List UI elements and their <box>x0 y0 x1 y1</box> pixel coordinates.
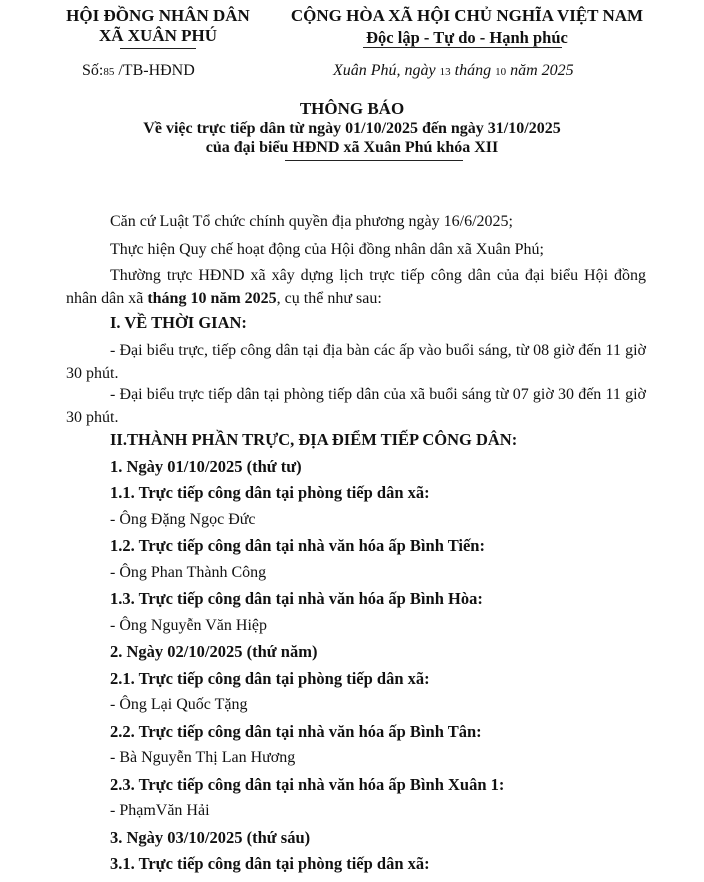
motto-underline <box>363 47 562 48</box>
title-underline <box>285 160 463 161</box>
org-underline <box>120 48 196 49</box>
nation-motto-line: Độc lập - Tự do - Hạnh phúc <box>366 28 568 47</box>
schedule-line: - Ông Đặng Ngọc Đức <box>110 511 256 528</box>
schedule-line: - Ông Phan Thành Công <box>110 564 267 581</box>
schedule-line: 1.3. Trực tiếp công dân tại nhà văn hóa ấp Bình Hòa: <box>110 589 483 608</box>
schedule-line: - PhạmVăn Hải <box>110 802 210 819</box>
schedule-line: 2.1. Trực tiếp công dân tại phòng tiếp dân xã: <box>110 669 430 688</box>
legal-basis-2: Thực hiện Quy chế hoạt động của Hội đồng nhân dân xã Xuân Phú; <box>110 241 544 258</box>
section-1-heading: I. VỀ THỜI GIAN: <box>110 313 247 332</box>
schedule-line: 1.1. Trực tiếp công dân tại phòng tiếp dân xã: <box>110 483 430 502</box>
document-subtitle-line1: Về việc trực tiếp dân từ ngày 01/10/2025 đến ngày 31/10/2025 <box>143 120 561 137</box>
schedule-line: 3.1. Trực tiếp công dân tại phòng tiếp dân xã: <box>110 854 430 873</box>
intro-paragraph: Thường trực HĐND xã xây dựng lịch trực tiếp công dân của đại biểu Hội đồng nhân dân xã tháng 10 năm 2025, cụ thể như sau: <box>66 267 646 307</box>
section-1-item-1: - Đại biểu trực, tiếp công dân tại địa bàn các ấp vào buổi sáng, từ 08 giờ đến 11 giờ 30 phút. <box>66 342 646 382</box>
issuing-authority <box>58 6 258 46</box>
schedule-line: 2.2. Trực tiếp công dân tại nhà văn hóa ấp Bình Tân: <box>110 722 482 741</box>
schedule-line: 2. Ngày 02/10/2025 (thứ năm) <box>110 642 318 661</box>
org-name-line1: HỘI ĐỒNG NHÂN DÂN <box>66 6 250 25</box>
document-title: THÔNG BÁO <box>299 99 405 118</box>
national-motto <box>282 6 652 48</box>
section-2-heading: II.THÀNH PHẦN TRỰC, ĐỊA ĐIỂM TIẾP CÔNG DÂN: <box>110 430 518 449</box>
schedule-line: 1. Ngày 01/10/2025 (thứ tư) <box>110 457 302 476</box>
legal-basis-1: Căn cứ Luật Tổ chức chính quyền địa phương ngày 16/6/2025; <box>110 213 513 230</box>
intro-month: tháng 10 năm 2025 <box>147 290 277 307</box>
issue-date: Xuân Phú, ngày 13 tháng 10 năm 2025 <box>333 62 574 79</box>
schedule-line: 1.2. Trực tiếp công dân tại nhà văn hóa ấp Bình Tiến: <box>110 536 485 555</box>
schedule-line: - Ông Lại Quốc Tặng <box>110 696 248 713</box>
schedule-line: - Ông Nguyễn Văn Hiệp <box>110 617 268 634</box>
schedule-line: - Bà Nguyễn Thị Lan Hương <box>110 749 296 766</box>
org-name-line2: XÃ XUÂN PHÚ <box>98 26 218 45</box>
schedule-line: 2.3. Trực tiếp công dân tại nhà văn hóa ấp Bình Xuân 1: <box>110 775 505 794</box>
schedule-line: 3. Ngày 03/10/2025 (thứ sáu) <box>110 828 311 847</box>
nation-name: CỘNG HÒA XÃ HỘI CHỦ NGHĨA VIỆT NAM <box>290 6 644 25</box>
document-number: Số:85 /TB-HĐND <box>82 62 195 79</box>
doc-number-value: 85 <box>103 66 115 78</box>
section-1-item-2: - Đại biểu trực tiếp dân tại phòng tiếp dân của xã buổi sáng từ 07 giờ 30 đến 11 giờ 30 phút. <box>66 386 646 426</box>
date-month: 10 <box>495 66 507 78</box>
document-subtitle-line2: của đại biểu HĐND xã Xuân Phú khóa XII <box>205 139 499 156</box>
date-day: 13 <box>439 66 451 78</box>
